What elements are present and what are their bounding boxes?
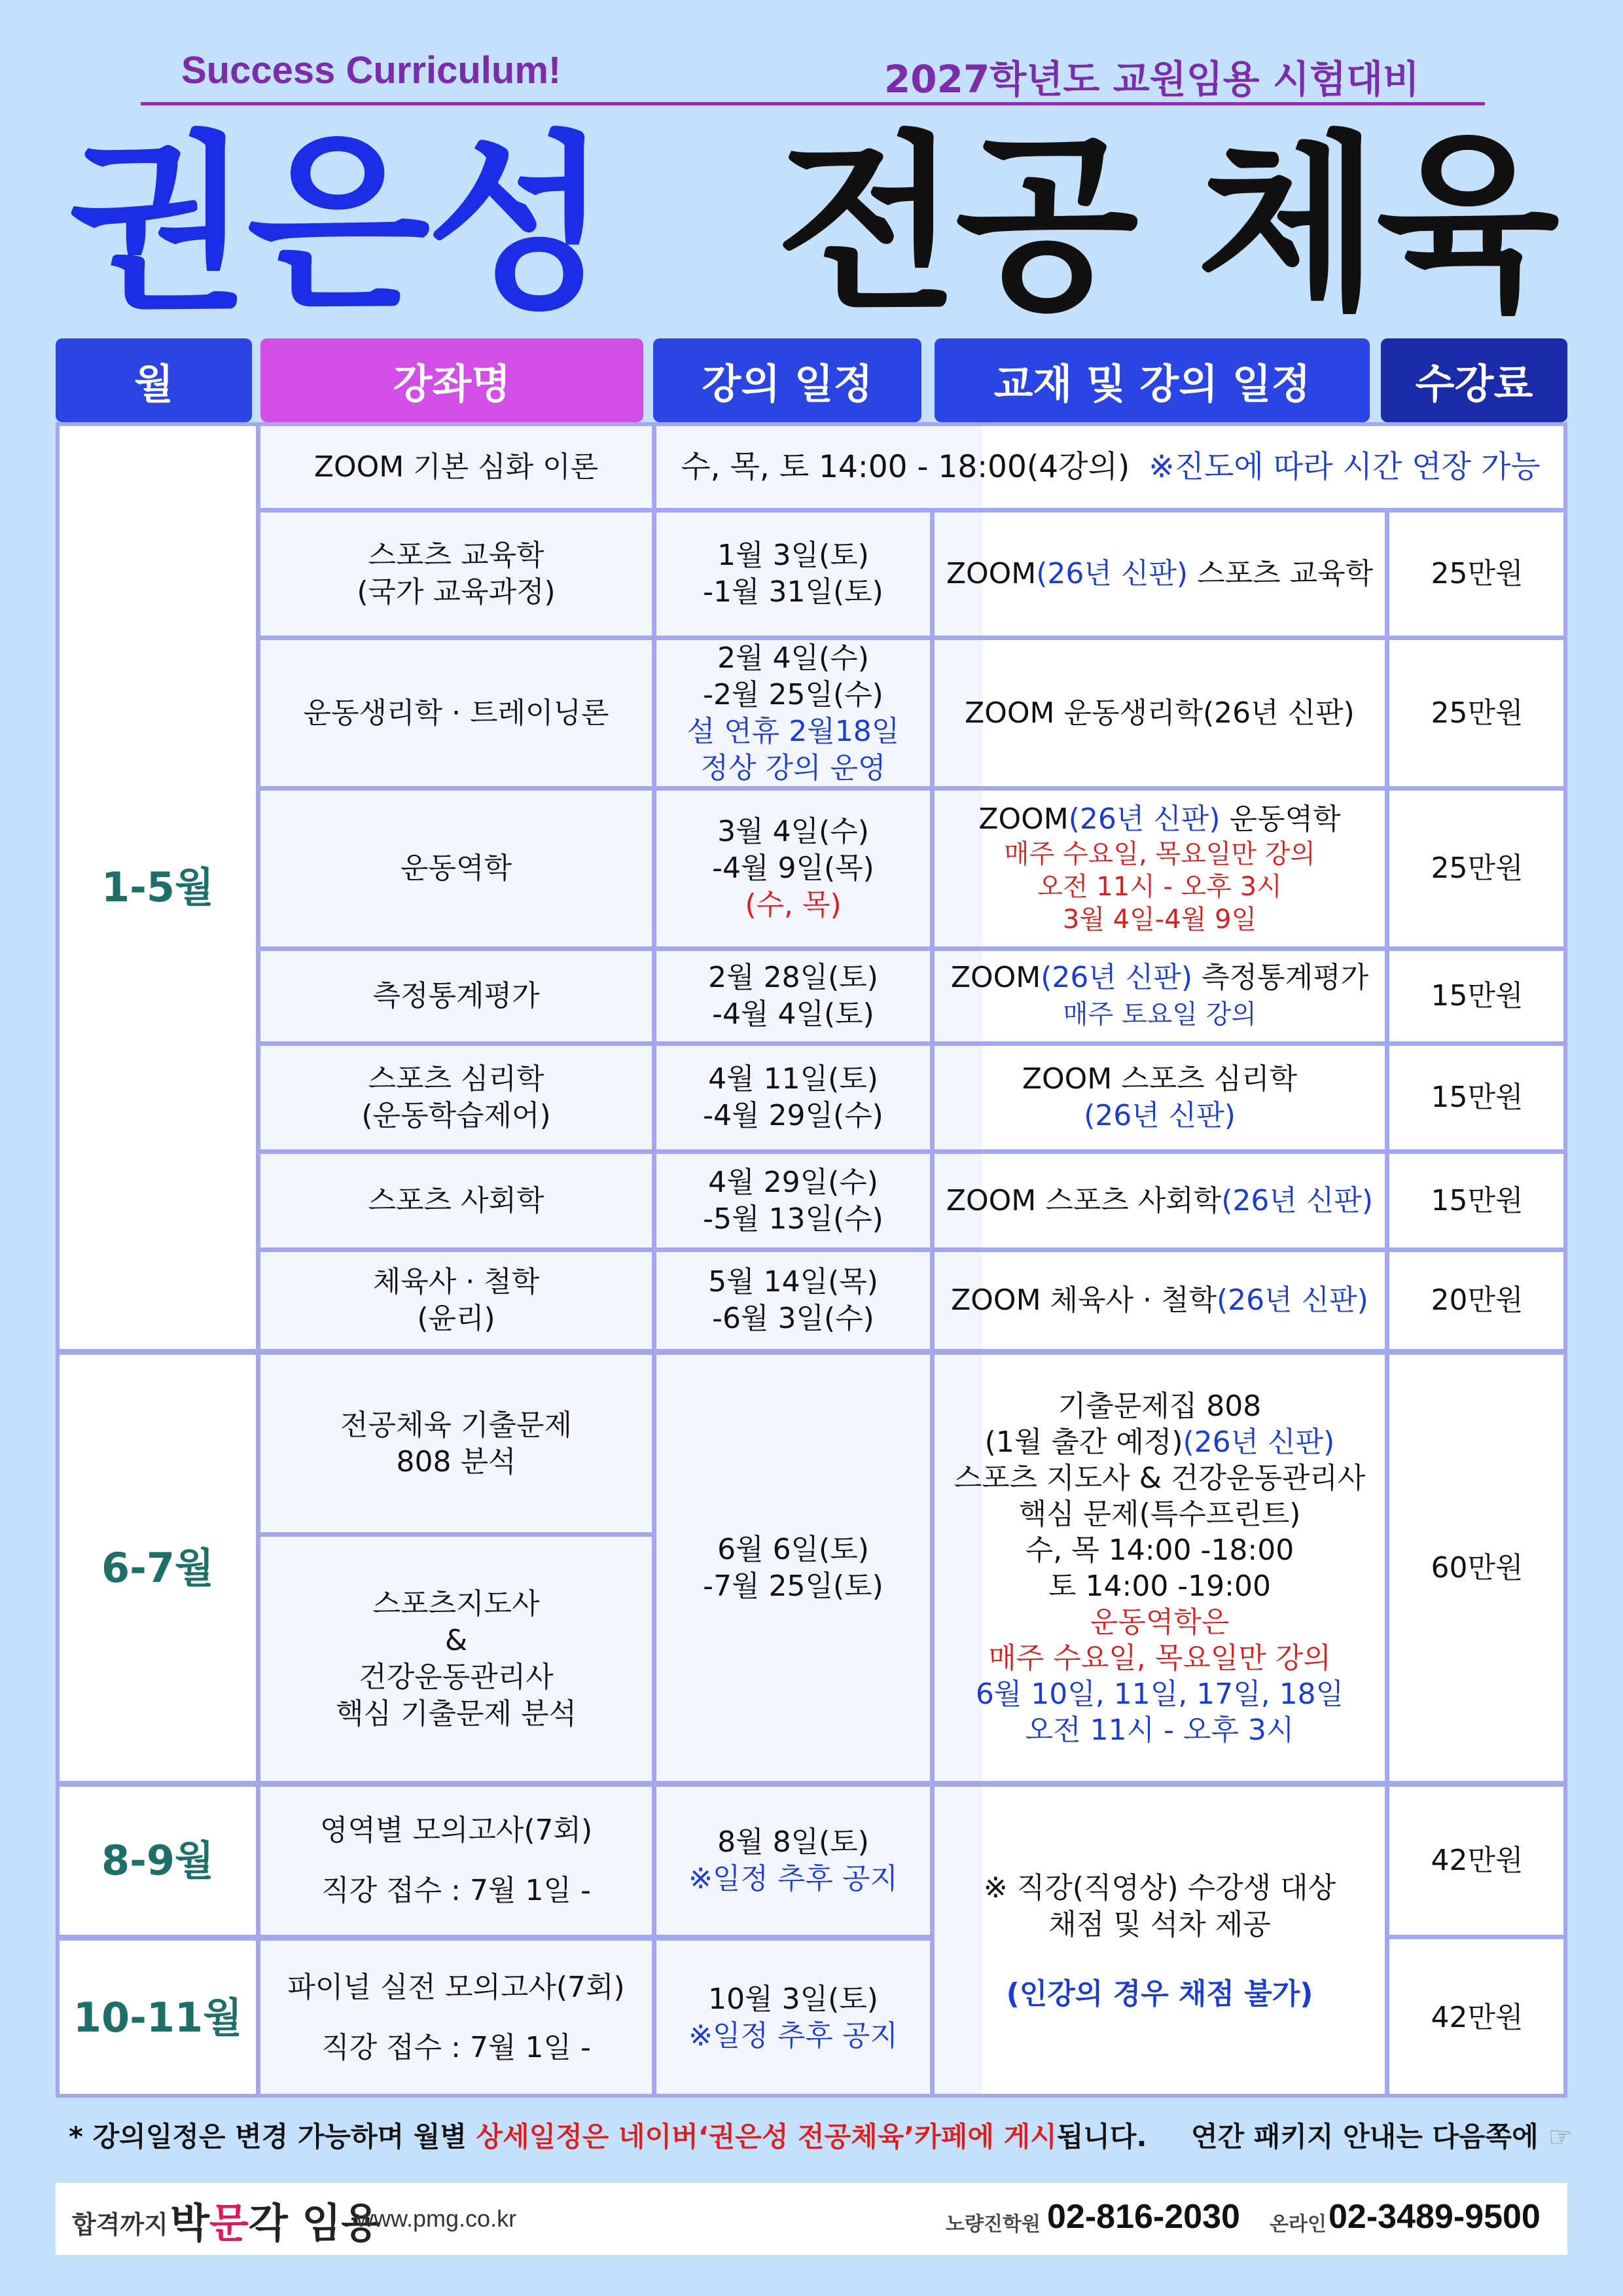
date-line: 4월 29일(수) bbox=[708, 1165, 878, 1199]
course-dates bbox=[656, 640, 930, 786]
course-name bbox=[260, 1537, 652, 1781]
textbook-note: 3월 4일-4월 9일 bbox=[1062, 905, 1257, 935]
textbook-edition: (26년 신판) bbox=[1221, 1184, 1374, 1217]
textbook-info bbox=[935, 1154, 1385, 1247]
date-line: -4월 4일(토) bbox=[712, 997, 874, 1031]
date-line: -4월 29일(수) bbox=[703, 1099, 883, 1132]
course-name-line: (운동학습제어) bbox=[361, 1099, 551, 1132]
month-label: 1-5월 bbox=[101, 863, 214, 911]
textbook-info bbox=[935, 1252, 1385, 1349]
textbook-info bbox=[935, 1787, 1385, 2095]
course-dates bbox=[656, 1355, 930, 1781]
course-dates bbox=[656, 791, 930, 946]
course-name-line: 스포츠 사회학 bbox=[368, 1183, 544, 1217]
course-name bbox=[260, 791, 652, 946]
branch-phone: 02-816-2030 bbox=[1047, 2198, 1240, 2236]
textbook-info bbox=[935, 1355, 1385, 1781]
course-name bbox=[260, 512, 652, 636]
fee: 20만원 bbox=[1431, 1283, 1524, 1317]
footer-bar bbox=[56, 2183, 1567, 2255]
textbook-note: 오전 11시 - 오후 3시 bbox=[1037, 872, 1282, 902]
course-name-line: 운동생리학 · 트레이닝론 bbox=[303, 696, 609, 730]
course-name-line: 체육사 · 철학 bbox=[372, 1265, 540, 1299]
course-dates bbox=[656, 951, 930, 1041]
date-line: 1월 3일(토) bbox=[717, 539, 869, 572]
course-name-line: 전공체육 기출문제 bbox=[340, 1408, 573, 1442]
course-name-line: 핵심 기출문제 분석 bbox=[335, 1696, 577, 1731]
schedule-notice bbox=[69, 2115, 1147, 2155]
course-name bbox=[260, 951, 652, 1041]
date-line: 6월 6일(토) bbox=[717, 1532, 869, 1566]
textbook-text: 스포츠 지도사 & 건강운동관리사 bbox=[954, 1461, 1366, 1495]
brand-logo-part: 문 bbox=[209, 2199, 249, 2247]
course-name bbox=[260, 1046, 652, 1149]
textbook-info bbox=[935, 951, 1385, 1041]
date-line: 2월 4일(수) bbox=[717, 641, 869, 675]
textbook-text: 기출문제집 808 bbox=[1058, 1389, 1262, 1423]
date-line: 8월 8일(토) bbox=[717, 1825, 869, 1859]
column-header-schedule: 강의 일정 bbox=[653, 338, 921, 422]
pointing-hand-icon: ☞ bbox=[1548, 2121, 1573, 2153]
fee: 15만원 bbox=[1431, 979, 1524, 1013]
success-curriculum-label: Success Curriculum! bbox=[181, 49, 562, 92]
month-label: 10-11월 bbox=[73, 1994, 243, 2041]
subject-name: 전공 체육 bbox=[776, 115, 1556, 336]
exam-year-label: 2027학년도 교원임용 시험대비 bbox=[883, 57, 1419, 101]
textbook-edition: (26년 신판) bbox=[1217, 1283, 1368, 1317]
branch-label: 노량진학원 bbox=[946, 2213, 1041, 2236]
course-name bbox=[260, 640, 652, 786]
textbook-edition: (26년 신판) bbox=[1041, 961, 1193, 994]
instructor-name: 권은성 bbox=[67, 115, 606, 336]
notice-text: * 강의일정은 변경 가능하며 월별 bbox=[69, 2121, 476, 2153]
fee: 15만원 bbox=[1431, 1183, 1524, 1217]
textbook-text: ZOOM 스포츠 사회학 bbox=[946, 1184, 1222, 1217]
course-name-line: (윤리) bbox=[417, 1302, 495, 1335]
course-name-line: 파이널 실전 모의고사(7회) bbox=[287, 1971, 625, 2004]
textbook-text: 수, 목 14:00 -18:00 bbox=[1025, 1533, 1294, 1567]
page-title bbox=[0, 115, 1623, 336]
course-dates bbox=[656, 512, 930, 636]
course-name-line: (국가 교육과정) bbox=[357, 575, 556, 609]
month-label: 6-7월 bbox=[101, 1543, 214, 1592]
textbook-edition: (26년 신판) bbox=[1036, 557, 1188, 590]
textbook-info bbox=[935, 1046, 1385, 1149]
course-name-line: 건강운동관리사 bbox=[359, 1660, 554, 1694]
date-note: 설 연휴 2월18일 bbox=[687, 714, 900, 748]
online-phone: 02-3489-9500 bbox=[1329, 2198, 1541, 2236]
package-notice bbox=[1191, 2115, 1573, 2155]
date-line: 4월 11일(토) bbox=[708, 1062, 878, 1096]
textbook-text: 토 14:00 -19:00 bbox=[1048, 1569, 1271, 1603]
textbook-note: 매주 토요일 강의 bbox=[1063, 999, 1257, 1030]
course-name-line: 스포츠지도사 bbox=[372, 1587, 540, 1621]
textbook-note: 6월 10일, 11일, 17일, 18일 bbox=[975, 1677, 1344, 1711]
date-line: -5월 13일(수) bbox=[703, 1202, 883, 1236]
textbook-text: ZOOM bbox=[978, 802, 1069, 836]
textbook-text: (1월 출간 예정) bbox=[984, 1425, 1183, 1459]
textbook-text: ※ 직강(직영상) 수강생 대상 bbox=[983, 1871, 1336, 1905]
textbook-edition: (26년 신판) bbox=[1183, 1425, 1335, 1459]
textbook-note: 매주 수요일, 목요일만 강의 bbox=[1004, 839, 1315, 869]
fee: 42만원 bbox=[1431, 2001, 1524, 2034]
date-line: -6월 3일(수) bbox=[712, 1302, 874, 1335]
textbook-info bbox=[935, 512, 1385, 636]
curriculum-table bbox=[56, 422, 1567, 2098]
date-line: 2월 28일(토) bbox=[708, 961, 878, 994]
date-line: -2월 25일(수) bbox=[703, 677, 883, 711]
course-name bbox=[260, 1154, 652, 1247]
date-note: (수, 목) bbox=[745, 888, 842, 922]
textbook-text: 측정통계평가 bbox=[1192, 961, 1369, 994]
fee: 25만원 bbox=[1431, 696, 1524, 730]
zoom-schedule bbox=[656, 426, 1565, 508]
top-header-bar bbox=[141, 46, 1485, 105]
date-note: ※일정 추후 공지 bbox=[688, 2019, 898, 2053]
textbook-note: (인강의 경우 채점 불가) bbox=[1006, 1977, 1313, 2011]
textbook-text: ZOOM bbox=[946, 557, 1037, 590]
package-notice-text: 연간 패키지 안내는 다음쪽에 bbox=[1191, 2121, 1539, 2153]
column-header-textbook: 교재 및 강의 일정 bbox=[935, 338, 1370, 422]
date-note: ※일정 추후 공지 bbox=[688, 1862, 898, 1895]
textbook-note: 오전 11시 - 오후 3시 bbox=[1025, 1713, 1294, 1747]
course-name bbox=[260, 1355, 652, 1532]
course-name-sub: 직강 접수 : 7월 1일 - bbox=[321, 2031, 591, 2064]
zoom-schedule-time: 수, 목, 토 14:00 - 18:00(4강의) bbox=[681, 449, 1130, 485]
date-line: 3월 4일(수) bbox=[717, 815, 869, 848]
date-line: 10월 3일(토) bbox=[708, 1982, 878, 2016]
course-name-line: 스포츠 심리학 bbox=[368, 1062, 544, 1096]
notice-text: 됩니다. bbox=[1056, 2121, 1147, 2153]
online-label: 온라인 bbox=[1270, 2213, 1327, 2236]
course-name-line: 운동역학 bbox=[400, 852, 512, 885]
brand-logo-part: 임용 bbox=[287, 2199, 381, 2247]
textbook-info bbox=[935, 640, 1385, 786]
brand-logo bbox=[170, 2191, 380, 2249]
course-dates bbox=[656, 1252, 930, 1349]
textbook-text: ZOOM 운동생리학(26년 신판) bbox=[965, 696, 1355, 730]
date-line: -4월 9일(목) bbox=[712, 852, 874, 885]
column-header-month: 월 bbox=[56, 338, 252, 422]
course-dates bbox=[656, 1787, 930, 1935]
course-dates bbox=[656, 1046, 930, 1149]
textbook-text: ZOOM bbox=[950, 961, 1041, 994]
textbook-edition: (26년 신판) bbox=[1068, 802, 1221, 836]
textbook-text: 스포츠 교육학 bbox=[1188, 557, 1374, 590]
textbook-text: 운동역학 bbox=[1220, 802, 1341, 836]
notice-highlight: 상세일정은 네이버‘권은성 전공체육’카페에 게시 bbox=[476, 2121, 1057, 2153]
course-name-line: & bbox=[444, 1623, 468, 1657]
course-name bbox=[260, 1941, 652, 2095]
textbook-info bbox=[935, 791, 1385, 946]
column-header-fee: 수강료 bbox=[1381, 338, 1567, 422]
course-name-line: 측정통계평가 bbox=[372, 979, 540, 1013]
course-name-line: 808 분석 bbox=[396, 1444, 516, 1479]
textbook-text: 채점 및 석차 제공 bbox=[1048, 1907, 1271, 1941]
date-line: -1월 31일(토) bbox=[703, 575, 883, 609]
course-name-line: 스포츠 교육학 bbox=[368, 539, 544, 572]
course-name bbox=[260, 1787, 652, 1935]
date-note: 정상 강의 운영 bbox=[700, 751, 886, 785]
textbook-text: ZOOM 체육사 · 철학 bbox=[951, 1283, 1217, 1317]
textbook-edition: (26년 신판) bbox=[1084, 1099, 1236, 1132]
textbook-text: 핵심 문제(특수프린트) bbox=[1018, 1497, 1301, 1531]
brand-logo-part: 박 bbox=[170, 2199, 209, 2247]
textbook-text: ZOOM 스포츠 심리학 bbox=[1022, 1062, 1298, 1096]
website-link[interactable]: www.pmg.co.kr bbox=[357, 2205, 517, 2232]
course-name-sub: 직강 접수 : 7월 1일 - bbox=[321, 1874, 591, 1907]
textbook-note: 매주 수요일, 목요일만 강의 bbox=[988, 1641, 1331, 1675]
brand-logo-part: 각 bbox=[248, 2199, 288, 2247]
fee: 15만원 bbox=[1431, 1081, 1524, 1114]
zoom-schedule-note: ※진도에 따라 시간 연장 가능 bbox=[1149, 449, 1541, 485]
course-name bbox=[260, 1252, 652, 1349]
month-label: 8-9월 bbox=[101, 1837, 214, 1884]
course-name-line: 영역별 모의고사(7회) bbox=[319, 1814, 593, 1847]
fee: 60만원 bbox=[1431, 1551, 1524, 1585]
date-line: 5월 14일(목) bbox=[708, 1265, 878, 1299]
footer-slogan: 합격까지 bbox=[72, 2210, 168, 2239]
column-header-course: 강좌명 bbox=[260, 338, 643, 422]
course-dates bbox=[656, 1941, 930, 2095]
fee: 42만원 bbox=[1431, 1844, 1524, 1877]
zoom-course-name: ZOOM 기본 심화 이론 bbox=[313, 450, 599, 484]
course-dates bbox=[656, 1154, 930, 1247]
textbook-note: 운동역학은 bbox=[1090, 1605, 1230, 1639]
date-line: -7월 25일(토) bbox=[703, 1569, 883, 1603]
fee: 25만원 bbox=[1431, 557, 1524, 590]
fee: 25만원 bbox=[1431, 852, 1524, 885]
